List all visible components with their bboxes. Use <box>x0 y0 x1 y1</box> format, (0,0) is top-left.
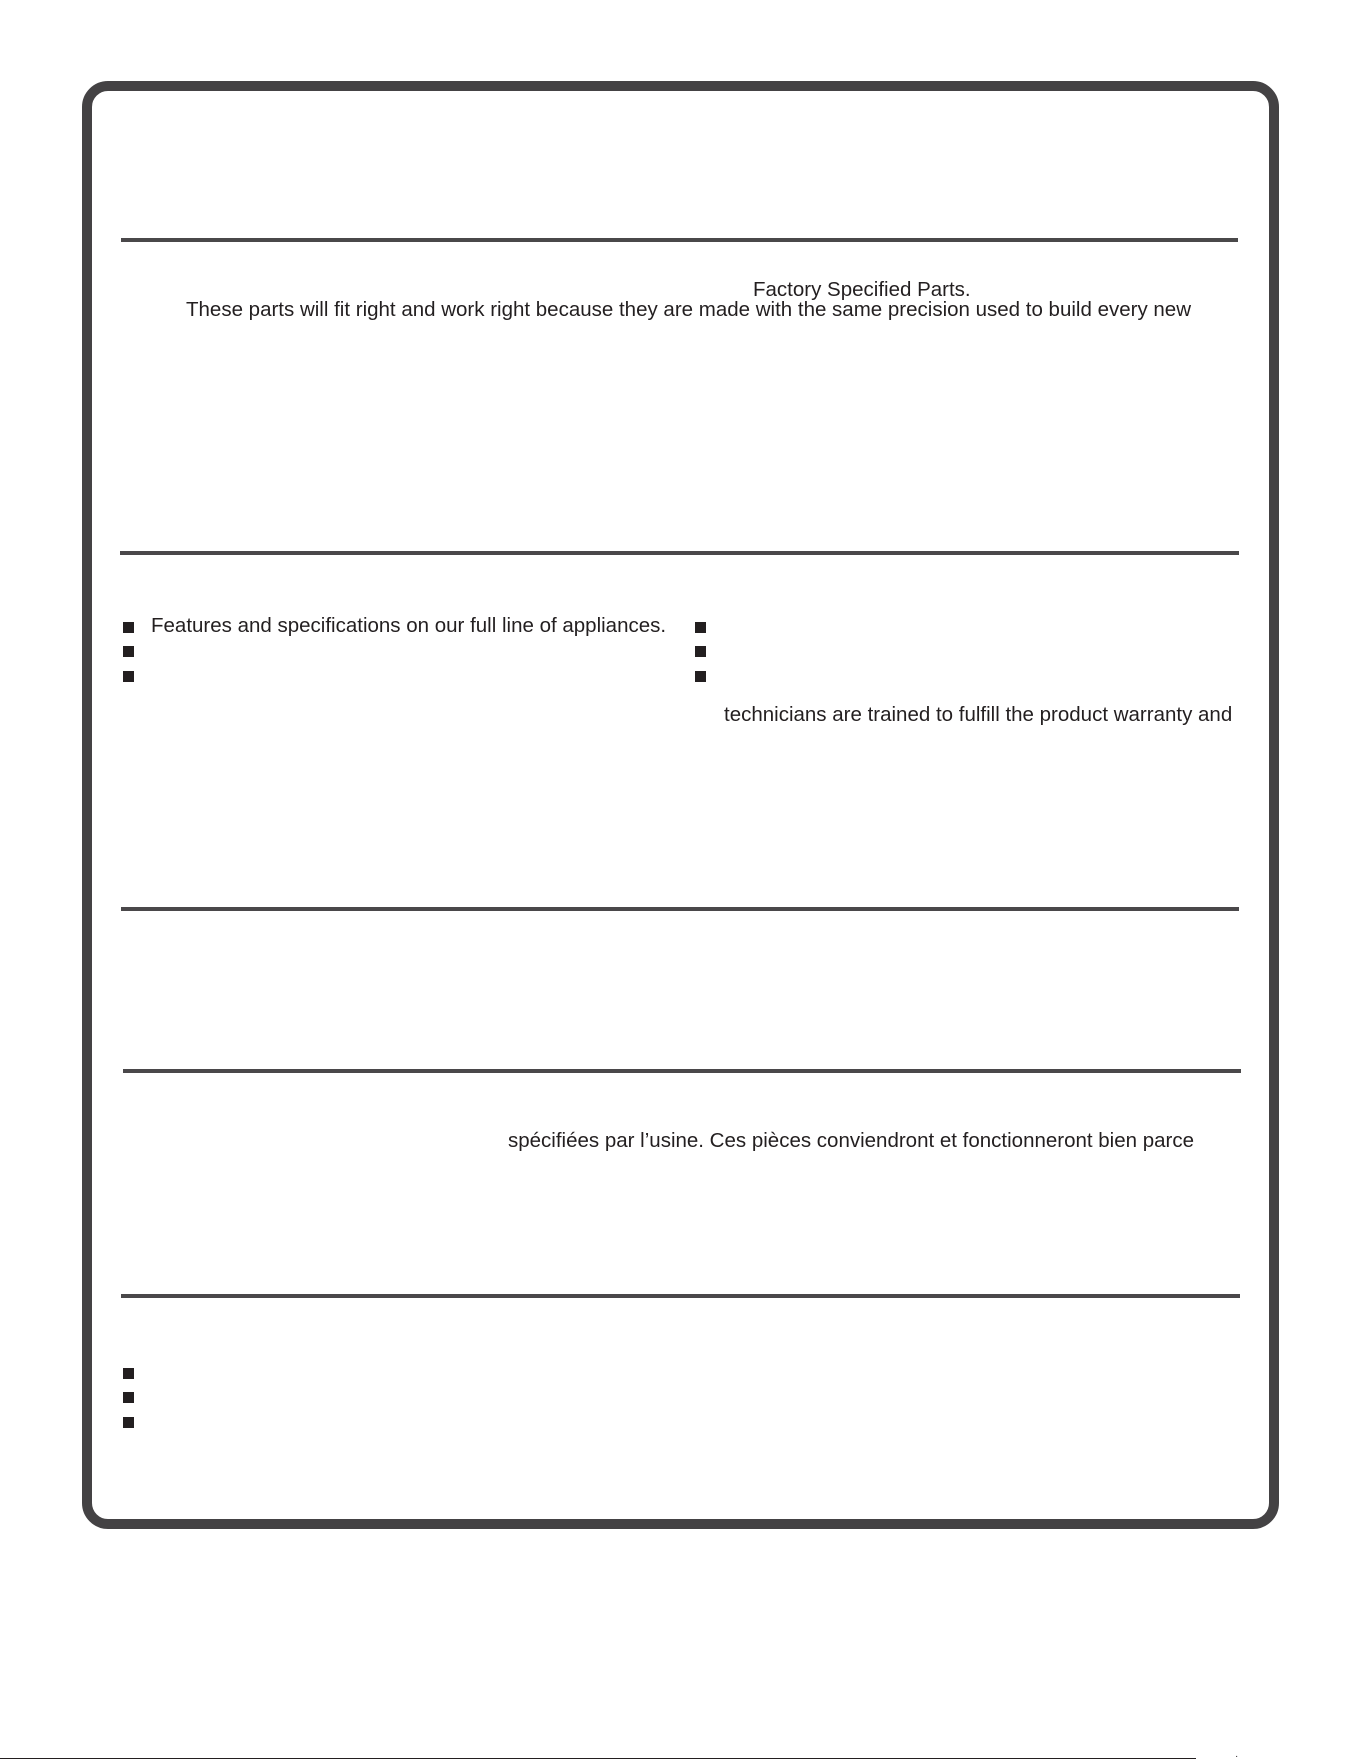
bullet-left-1 <box>123 622 134 633</box>
footer-rule <box>0 1758 1196 1759</box>
section-divider-4 <box>123 1069 1241 1073</box>
french-parts-line: spécifiées par l’usine. Ces pièces conviendront et fonctionneront bien parce <box>508 1129 1195 1152</box>
bullet-fr-1 <box>123 1368 134 1379</box>
section-divider-2 <box>120 551 1239 555</box>
section-divider-5 <box>121 1294 1240 1298</box>
section-divider-1 <box>121 238 1238 242</box>
technicians-text: technicians are trained to fulfill the product warranty and <box>724 703 1233 726</box>
left-bullet-text-1: Features and specifications on our full line of appliances. <box>151 614 667 637</box>
bullet-fr-2 <box>123 1392 134 1403</box>
bullet-right-3 <box>695 671 706 682</box>
footer-mark: · <box>1235 1751 1239 1762</box>
parts-body-line: These parts will fit right and work right because they are made with the same precision used to build every new <box>186 298 1192 321</box>
bullet-left-3 <box>123 671 134 682</box>
bullet-right-1 <box>695 622 706 633</box>
section-divider-3 <box>121 907 1239 911</box>
parts-heading-fragment: Factory Specified Parts. <box>753 278 971 301</box>
bullet-left-2 <box>123 646 134 657</box>
bullet-fr-3 <box>123 1417 134 1428</box>
bullet-right-2 <box>695 646 706 657</box>
